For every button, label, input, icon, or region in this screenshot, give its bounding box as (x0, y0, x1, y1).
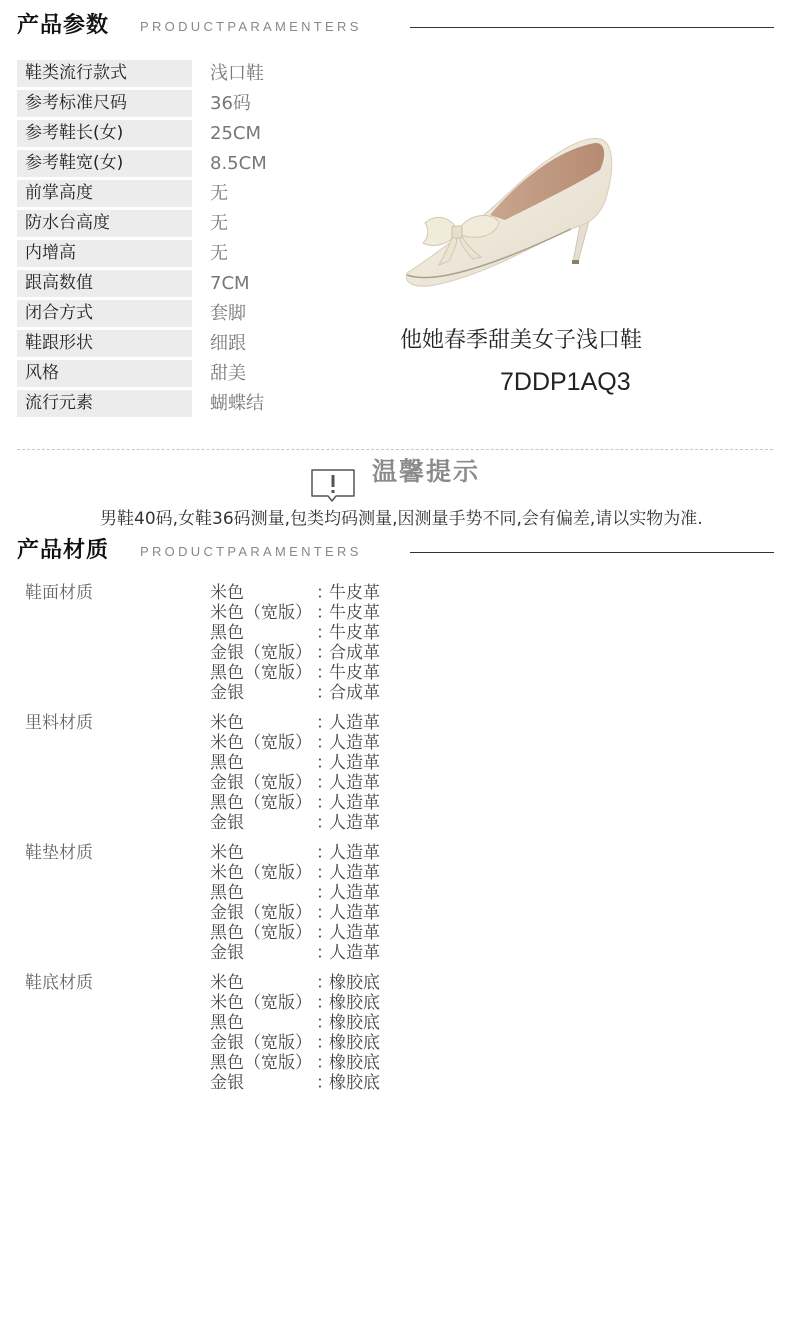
param-key: 防水台高度 (17, 210, 192, 237)
material-color: 黑色 (210, 753, 244, 773)
param-value: 蝴蝶结 (210, 393, 264, 414)
material-value: 人造革 (329, 863, 380, 883)
material-color: 金银 (210, 683, 244, 703)
param-value: 无 (210, 183, 228, 204)
param-key: 参考标准尺码 (17, 90, 192, 117)
dashed-divider (17, 449, 773, 450)
notice-icon (310, 468, 356, 504)
material-value: 橡胶底 (329, 1013, 380, 1033)
param-key: 流行元素 (17, 390, 192, 417)
section-title: 产品材质 (17, 538, 110, 563)
material-label: 鞋垫材质 (25, 843, 93, 863)
material-value: 橡胶底 (329, 1053, 380, 1073)
material-separator: ： (316, 643, 333, 663)
section-rule (410, 27, 774, 28)
param-key: 参考鞋宽(女) (17, 150, 192, 177)
material-separator: ： (316, 1013, 333, 1033)
product-name: 他她春季甜美女子浅口鞋 (400, 328, 643, 353)
param-row (17, 390, 377, 420)
material-label: 鞋底材质 (25, 973, 93, 993)
section-header-materials (0, 535, 790, 569)
material-separator: ： (316, 793, 333, 813)
param-row (17, 210, 377, 240)
section-header-params (0, 10, 790, 44)
material-separator: ： (316, 993, 333, 1013)
param-key: 风格 (17, 360, 192, 387)
material-color: 金银（宽版） (210, 1033, 312, 1053)
param-value: 浅口鞋 (210, 63, 264, 84)
material-color: 黑色（宽版） (210, 663, 312, 683)
material-separator: ： (316, 863, 333, 883)
material-separator: ： (316, 603, 333, 623)
param-row (17, 150, 377, 180)
material-group (17, 713, 777, 843)
material-color: 金银 (210, 1073, 244, 1093)
material-color: 金银 (210, 943, 244, 963)
material-value: 人造革 (329, 813, 380, 833)
material-color: 黑色 (210, 623, 244, 643)
material-separator: ： (316, 1033, 333, 1053)
material-value: 牛皮革 (329, 623, 380, 643)
material-value: 牛皮革 (329, 663, 380, 683)
material-color: 米色 (210, 583, 244, 603)
material-value: 人造革 (329, 843, 380, 863)
materials-list (17, 583, 777, 1103)
param-row (17, 90, 377, 120)
material-color: 黑色（宽版） (210, 1053, 312, 1073)
material-separator: ： (316, 813, 333, 833)
param-value: 7CM (210, 273, 250, 294)
param-key: 参考鞋长(女) (17, 120, 192, 147)
material-value: 橡胶底 (329, 1073, 380, 1093)
material-separator: ： (316, 973, 333, 993)
material-separator: ： (316, 663, 333, 683)
material-value: 人造革 (329, 793, 380, 813)
material-label: 里料材质 (25, 713, 93, 733)
params-table (17, 60, 377, 420)
material-label: 鞋面材质 (25, 583, 93, 603)
param-row (17, 180, 377, 210)
param-value: 甜美 (210, 363, 246, 384)
material-separator: ： (316, 623, 333, 643)
section-rule (410, 552, 774, 553)
material-group (17, 973, 777, 1103)
material-value: 人造革 (329, 753, 380, 773)
material-value: 人造革 (329, 883, 380, 903)
tip-title: 温馨提示 (372, 457, 481, 486)
param-key: 闭合方式 (17, 300, 192, 327)
material-separator: ： (316, 753, 333, 773)
material-separator: ： (316, 923, 333, 943)
material-separator: ： (316, 883, 333, 903)
param-value: 36码 (210, 93, 251, 114)
material-separator: ： (316, 1073, 333, 1093)
material-color: 米色（宽版） (210, 993, 312, 1013)
param-row (17, 240, 377, 270)
material-separator: ： (316, 943, 333, 963)
material-separator: ： (316, 713, 333, 733)
material-value: 牛皮革 (329, 583, 380, 603)
material-color: 米色 (210, 843, 244, 863)
material-separator: ： (316, 903, 333, 923)
material-value: 人造革 (329, 923, 380, 943)
param-key: 跟高数值 (17, 270, 192, 297)
material-color: 米色（宽版） (210, 603, 312, 623)
material-separator: ： (316, 583, 333, 603)
material-group (17, 843, 777, 973)
param-value: 套脚 (210, 303, 246, 324)
param-row (17, 270, 377, 300)
section-title: 产品参数 (17, 13, 110, 38)
param-key: 鞋类流行款式 (17, 60, 192, 87)
material-separator: ： (316, 773, 333, 793)
material-value: 橡胶底 (329, 993, 380, 1013)
section-subtitle: PRODUCTPARAMENTERS (140, 544, 362, 559)
material-color: 黑色 (210, 1013, 244, 1033)
param-key: 前掌高度 (17, 180, 192, 207)
material-color: 金银 (210, 813, 244, 833)
material-value: 人造革 (329, 773, 380, 793)
material-color: 米色（宽版） (210, 733, 312, 753)
material-color: 黑色（宽版） (210, 923, 312, 943)
product-image (395, 125, 625, 300)
material-value: 合成革 (329, 643, 380, 663)
param-value: 无 (210, 243, 228, 264)
material-value: 合成革 (329, 683, 380, 703)
param-value: 无 (210, 213, 228, 234)
material-value: 人造革 (329, 943, 380, 963)
material-value: 橡胶底 (329, 1033, 380, 1053)
material-separator: ： (316, 1053, 333, 1073)
param-row (17, 60, 377, 90)
shoe-illustration (395, 125, 625, 300)
material-value: 人造革 (329, 733, 380, 753)
material-color: 金银（宽版） (210, 643, 312, 663)
product-code: 7DDP1AQ3 (500, 368, 631, 396)
material-color: 黑色（宽版） (210, 793, 312, 813)
param-key: 内增高 (17, 240, 192, 267)
material-group (17, 583, 777, 713)
param-value: 8.5CM (210, 153, 267, 174)
material-value: 人造革 (329, 713, 380, 733)
material-separator: ： (316, 683, 333, 703)
material-value: 橡胶底 (329, 973, 380, 993)
material-color: 金银（宽版） (210, 903, 312, 923)
param-row (17, 120, 377, 150)
material-color: 米色（宽版） (210, 863, 312, 883)
material-color: 金银（宽版） (210, 773, 312, 793)
param-row (17, 360, 377, 390)
param-row (17, 330, 377, 360)
section-subtitle: PRODUCTPARAMENTERS (140, 19, 362, 34)
material-color: 米色 (210, 973, 244, 993)
param-value: 25CM (210, 123, 262, 144)
param-value: 细跟 (210, 333, 246, 354)
param-key: 鞋跟形状 (17, 330, 192, 357)
param-row (17, 300, 377, 330)
material-separator: ： (316, 733, 333, 753)
material-value: 牛皮革 (329, 603, 380, 623)
material-value: 人造革 (329, 903, 380, 923)
material-color: 米色 (210, 713, 244, 733)
tip-text: 男鞋40码,女鞋36码测量,包类均码测量,因测量手势不同,会有偏差,请以实物为准. (100, 509, 703, 529)
material-color: 黑色 (210, 883, 244, 903)
material-separator: ： (316, 843, 333, 863)
